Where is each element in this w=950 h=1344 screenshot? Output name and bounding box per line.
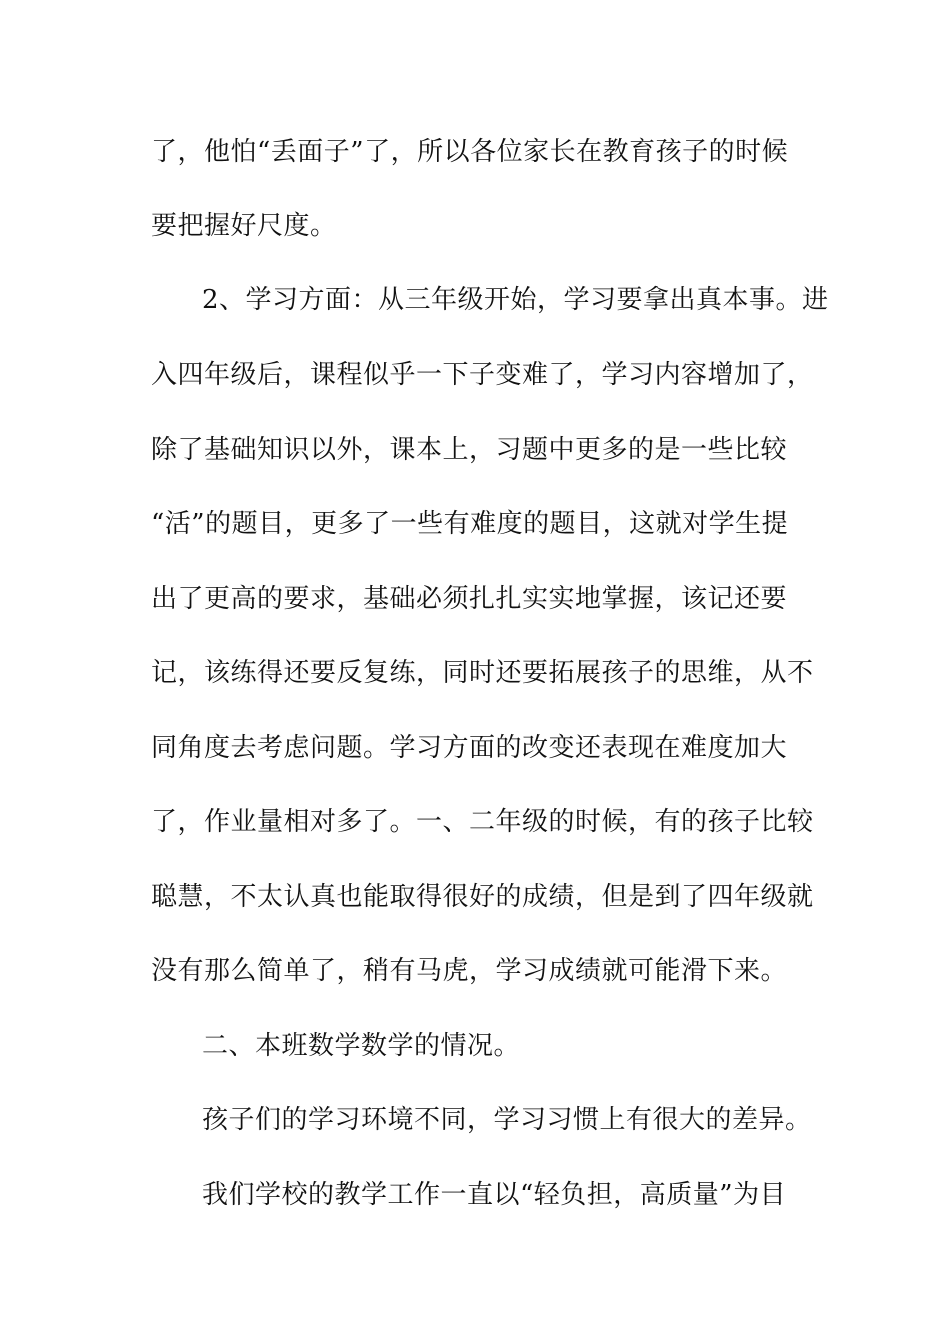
text-line-1: 了，他怕“丢面子”了，所以各位家长在教育孩子的时候 — [151, 137, 789, 167]
paragraph-start-line-15: 我们学校的教学工作一直以“轻负担，高质量”为目 — [202, 1180, 787, 1210]
text-line-8: 记，该练得还要反复练，同时还要拓展孩子的思维，从不 — [151, 658, 814, 688]
text-line-4: 入四年级后，课程似乎一下子变难了，学习内容增加了， — [151, 360, 814, 390]
paragraph-start-line-14: 孩子们的学习环境不同，学习习惯上有很大的差异。 — [202, 1105, 812, 1135]
text-line-10: 了，作业量相对多了。一、二年级的时候，有的孩子比较 — [151, 807, 814, 837]
text-line-5: 除了基础知识以外，课本上，习题中更多的是一些比较 — [151, 435, 788, 465]
text-line-6: “活”的题目，更多了一些有难度的题目，这就对学生提 — [151, 509, 789, 539]
text-line-12: 没有那么简单了，稍有马虎，学习成绩就可能滑下来。 — [151, 956, 788, 986]
text-line-9: 同角度去考虑问题。学习方面的改变还表现在难度加大 — [151, 733, 788, 763]
text-line-11: 聪慧，不太认真也能取得很好的成绩，但是到了四年级就 — [151, 882, 814, 912]
text-line-2: 要把握好尺度。 — [151, 211, 337, 241]
text-line-7: 出了更高的要求，基础必须扎扎实实地掌握，该记还要 — [151, 584, 788, 614]
paragraph-start-line-3: 2、学习方面：从三年级开始，学习要拿出真本事。进 — [202, 285, 829, 315]
section-heading-line-13: 二、本班数学数学的情况。 — [202, 1031, 521, 1061]
